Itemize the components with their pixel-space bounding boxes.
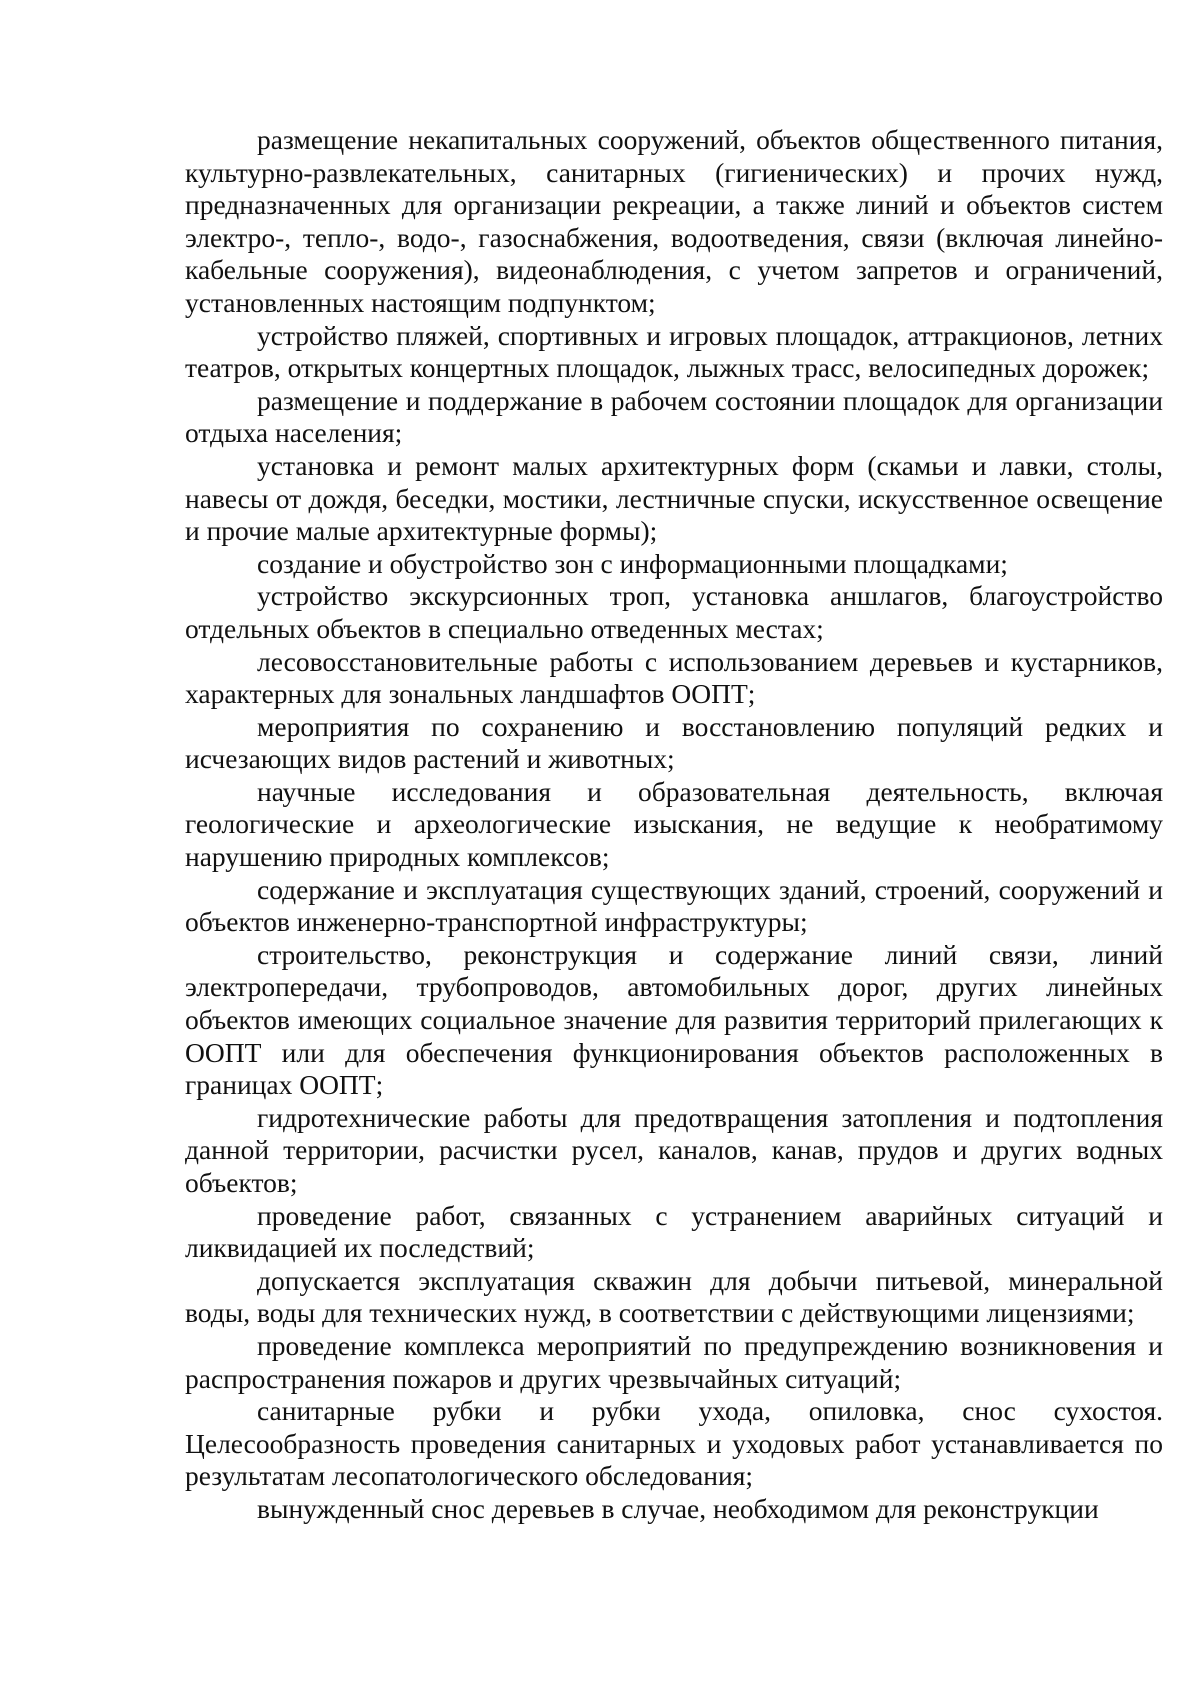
paragraph-7: лесовосстановительные работы с использованием деревьев и кустарников, характерных для зональных ландшафтов ООПТ; bbox=[185, 645, 1163, 710]
paragraph-9: научные исследования и образовательная деятельность, включая геологические и археологические изыскания, не ведущие к необратимому нарушению природных комплексов; bbox=[185, 775, 1163, 873]
paragraph-5: создание и обустройство зон с информационными площадками; bbox=[257, 547, 1008, 579]
paragraph-6: устройство экскурсионных троп, установка аншлагов, благоустройство отдельных объектов в специально отведенных местах; bbox=[185, 580, 1163, 644]
document-page bbox=[185, 124, 1163, 1526]
paragraph-8: мероприятия по сохранению и восстановлению популяций редких и исчезающих видов растений и животных; bbox=[185, 710, 1163, 775]
paragraph-12: гидротехнические работы для предотвращения затопления и подтопления данной территории, расчистки русел, каналов, канав, прудов и других водных объектов; bbox=[185, 1101, 1163, 1198]
paragraph-2: устройство пляжей, спортивных и игровых площадок, аттракционов, летних театров, открытых концертных площадок, лыжных трасс, велосипедных дорожек; bbox=[185, 319, 1163, 384]
paragraph-4: установка и ремонт малых архитектурных форм (скамьи и лавки, столы, навесы от дождя, беседки, мостики, лестничные спуски, искусственное освещение и прочие малые архитектурные формы); bbox=[185, 449, 1163, 547]
paragraph-15: проведение комплекса мероприятий по предупреждению возникновения и распространения пожаров и других чрезвычайных ситуаций; bbox=[185, 1329, 1163, 1394]
paragraph-3: размещение и поддержание в рабочем состоянии площадок для организации отдыха населения; bbox=[185, 384, 1163, 449]
paragraph-17: вынужденный снос деревьев в случае, необходимом для реконструкции bbox=[257, 1492, 1099, 1524]
paragraph-16: санитарные рубки и рубки ухода, опиловка, снос сухостоя. Целесообразность проведения санитарных и уходовых работ устанавливается по результатам лесопатологического обследования; bbox=[185, 1395, 1163, 1492]
paragraph-1: размещение некапитальных сооружений, объектов общественного питания, культурно-развлекательных, санитарных (гигиенических) и прочих нужд, предназначенных для организации рекреации, а также линий и объектов систем электро-, тепло-, водо-, газоснабжения, водоотведения, связи (включая линейно-кабельные сооружения), видеонаблюдения, с учетом запретов и ограничений, установленных настоящим подпунктом; bbox=[185, 124, 1163, 318]
paragraph-10: содержание и эксплуатация существующих зданий, строений, сооружений и объектов инженерно-транспортной инфраструктуры; bbox=[185, 873, 1163, 938]
paragraph-13: проведение работ, связанных с устранением аварийных ситуаций и ликвидацией их последствий; bbox=[185, 1199, 1163, 1264]
paragraph-14: допускается эксплуатация скважин для добычи питьевой, минеральной воды, воды для технических нужд, в соответствии с действующими лицензиями; bbox=[185, 1264, 1163, 1329]
paragraph-11: строительство, реконструкция и содержание линий связи, линий электропередачи, трубопроводов, автомобильных дорог, других линейных объектов имеющих социальное значение для развития территорий прилегающих к ООПТ или для обеспечения функционирования объектов расположенных в границах ООПТ; bbox=[185, 938, 1163, 1101]
